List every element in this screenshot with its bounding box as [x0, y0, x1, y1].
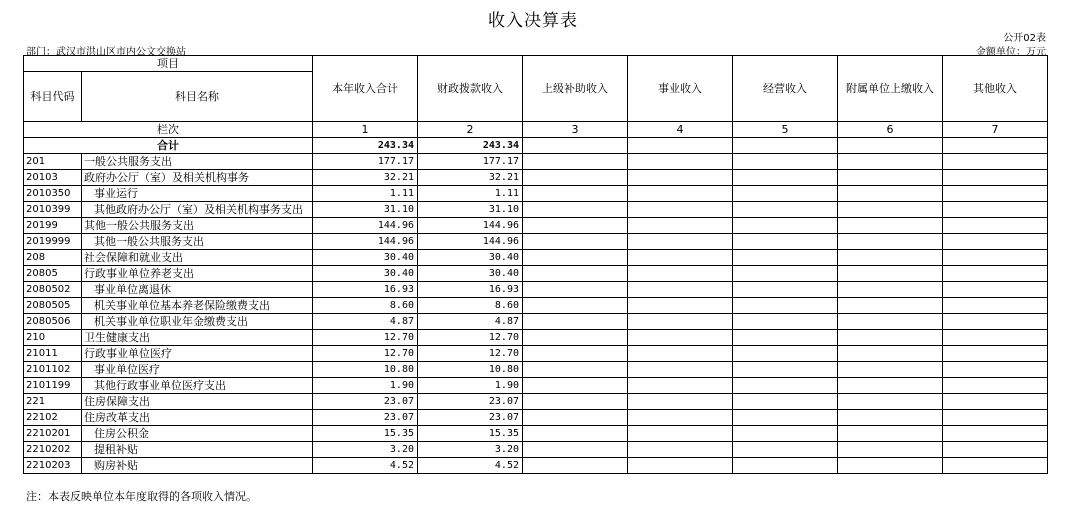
- footnote: 注：本表反映单位本年度取得的各项收入情况。: [26, 490, 257, 503]
- amount-cell: [838, 234, 943, 250]
- amount-cell: [733, 250, 838, 266]
- amount-cell: [628, 394, 733, 410]
- amount-cell: [733, 314, 838, 330]
- subject-code: 20199: [24, 218, 82, 234]
- amount-cell: [838, 330, 943, 346]
- amount-cell: 31.10: [313, 202, 418, 218]
- amount-cell: [733, 202, 838, 218]
- amount-cell: 30.40: [418, 250, 523, 266]
- subject-name: 行政事业单位养老支出: [82, 266, 313, 282]
- amount-cell: 30.40: [313, 250, 418, 266]
- amount-cell: [523, 234, 628, 250]
- amount-cell: [838, 458, 943, 474]
- amount-cell: [838, 154, 943, 170]
- amount-cell: [943, 442, 1048, 458]
- amount-cell: 144.96: [313, 234, 418, 250]
- table-row: [24, 282, 1048, 298]
- amount-cell: 3.20: [313, 442, 418, 458]
- subject-name: 住房公积金: [82, 426, 313, 442]
- subject-code: 22102: [24, 410, 82, 426]
- amount-cell: [943, 234, 1048, 250]
- amount-cell: 12.70: [418, 346, 523, 362]
- amount-cell: [733, 410, 838, 426]
- amount-cell: [628, 154, 733, 170]
- amount-cell: [523, 442, 628, 458]
- amount-cell: [523, 202, 628, 218]
- amount-cell: [943, 250, 1048, 266]
- total-value: [733, 138, 838, 154]
- amount-cell: [523, 378, 628, 394]
- subject-code: 221: [24, 394, 82, 410]
- amount-cell: 32.21: [313, 170, 418, 186]
- subject-code: 2080505: [24, 298, 82, 314]
- seq-6: 6: [838, 122, 943, 138]
- amount-cell: [628, 266, 733, 282]
- table-row: [24, 266, 1048, 282]
- amount-cell: [523, 410, 628, 426]
- amount-cell: [838, 186, 943, 202]
- amount-cell: [838, 442, 943, 458]
- amount-cell: [733, 234, 838, 250]
- amount-cell: 12.70: [418, 330, 523, 346]
- amount-cell: [523, 314, 628, 330]
- subject-code: 20805: [24, 266, 82, 282]
- subject-code: 2101199: [24, 378, 82, 394]
- header-col-4: 事业收入: [628, 56, 733, 122]
- amount-cell: 10.80: [313, 362, 418, 378]
- amount-cell: [838, 378, 943, 394]
- amount-cell: [943, 394, 1048, 410]
- income-table: [23, 55, 1048, 474]
- amount-cell: [733, 266, 838, 282]
- subject-code: 20103: [24, 170, 82, 186]
- amount-cell: 1.90: [418, 378, 523, 394]
- amount-cell: [628, 218, 733, 234]
- amount-cell: 12.70: [313, 346, 418, 362]
- table-row: [24, 362, 1048, 378]
- table-body: [24, 56, 1048, 474]
- total-value: [838, 138, 943, 154]
- amount-cell: [943, 186, 1048, 202]
- amount-cell: [943, 410, 1048, 426]
- amount-cell: [523, 330, 628, 346]
- table-row: [24, 410, 1048, 426]
- amount-cell: [523, 394, 628, 410]
- amount-cell: [628, 458, 733, 474]
- amount-cell: [943, 218, 1048, 234]
- amount-cell: [628, 202, 733, 218]
- seq-row: [24, 122, 1048, 138]
- table-row: [24, 378, 1048, 394]
- subject-code: 201: [24, 154, 82, 170]
- amount-cell: [523, 298, 628, 314]
- table-row: [24, 170, 1048, 186]
- amount-cell: [838, 426, 943, 442]
- subject-code: 208: [24, 250, 82, 266]
- amount-cell: [733, 426, 838, 442]
- amount-cell: 8.60: [418, 298, 523, 314]
- amount-cell: [733, 362, 838, 378]
- header-name: 科目名称: [82, 72, 313, 122]
- form-number: 公开02表: [1003, 33, 1046, 44]
- table-row: [24, 442, 1048, 458]
- amount-cell: 15.35: [313, 426, 418, 442]
- table-row: [24, 330, 1048, 346]
- amount-cell: [943, 266, 1048, 282]
- subject-name: 提租补贴: [82, 442, 313, 458]
- amount-cell: 177.17: [313, 154, 418, 170]
- amount-cell: [838, 282, 943, 298]
- amount-cell: [838, 202, 943, 218]
- amount-cell: [838, 362, 943, 378]
- table-row: [24, 202, 1048, 218]
- seq-5: 5: [733, 122, 838, 138]
- department-label: 部门：武汉市洪山区市内公文交换站: [26, 47, 186, 58]
- header-col-7: 其他收入: [943, 56, 1048, 122]
- amount-cell: [628, 170, 733, 186]
- subject-name: 行政事业单位医疗: [82, 346, 313, 362]
- total-value: [523, 138, 628, 154]
- amount-cell: [628, 186, 733, 202]
- subject-name: 其他一般公共服务支出: [82, 234, 313, 250]
- amount-cell: 23.07: [418, 394, 523, 410]
- table-row: [24, 234, 1048, 250]
- amount-cell: [943, 330, 1048, 346]
- amount-cell: [628, 282, 733, 298]
- amount-cell: [838, 250, 943, 266]
- seq-4: 4: [628, 122, 733, 138]
- total-value: 243.34: [313, 138, 418, 154]
- amount-cell: [523, 282, 628, 298]
- table-row: [24, 186, 1048, 202]
- table-row: [24, 250, 1048, 266]
- amount-cell: [943, 426, 1048, 442]
- amount-cell: [733, 458, 838, 474]
- amount-cell: [523, 362, 628, 378]
- subject-name: 事业单位离退休: [82, 282, 313, 298]
- subject-code: 2019999: [24, 234, 82, 250]
- total-label: 合计: [24, 138, 313, 154]
- subject-code: 2210201: [24, 426, 82, 442]
- amount-cell: [523, 458, 628, 474]
- amount-cell: 4.87: [418, 314, 523, 330]
- table-row: [24, 298, 1048, 314]
- table-row: [24, 218, 1048, 234]
- table-row: [24, 394, 1048, 410]
- subject-code: 2010399: [24, 202, 82, 218]
- amount-cell: [628, 346, 733, 362]
- amount-cell: [628, 378, 733, 394]
- seq-3: 3: [523, 122, 628, 138]
- amount-cell: [838, 394, 943, 410]
- amount-cell: [943, 202, 1048, 218]
- subject-code: 2010350: [24, 186, 82, 202]
- header-col-1: 本年收入合计: [313, 56, 418, 122]
- total-value: [943, 138, 1048, 154]
- subject-name: 住房保障支出: [82, 394, 313, 410]
- subject-name: 社会保障和就业支出: [82, 250, 313, 266]
- subject-code: 2080502: [24, 282, 82, 298]
- table-row: [24, 426, 1048, 442]
- seq-2: 2: [418, 122, 523, 138]
- amount-cell: 4.52: [418, 458, 523, 474]
- amount-cell: [628, 362, 733, 378]
- amount-cell: [943, 362, 1048, 378]
- amount-cell: [943, 458, 1048, 474]
- table-row: [24, 346, 1048, 362]
- subject-name: 住房改革支出: [82, 410, 313, 426]
- unit-label: 金额单位：万元: [976, 47, 1046, 58]
- amount-cell: [838, 170, 943, 186]
- amount-cell: 32.21: [418, 170, 523, 186]
- subject-name: 卫生健康支出: [82, 330, 313, 346]
- amount-cell: [943, 314, 1048, 330]
- amount-cell: 1.11: [313, 186, 418, 202]
- amount-cell: [733, 442, 838, 458]
- amount-cell: [733, 378, 838, 394]
- page-title: 收入决算表: [488, 11, 578, 31]
- amount-cell: 1.90: [313, 378, 418, 394]
- amount-cell: [733, 394, 838, 410]
- amount-cell: [838, 266, 943, 282]
- amount-cell: [943, 154, 1048, 170]
- subject-name: 机关事业单位职业年金缴费支出: [82, 314, 313, 330]
- amount-cell: [523, 346, 628, 362]
- total-row: [24, 138, 1048, 154]
- amount-cell: 177.17: [418, 154, 523, 170]
- amount-cell: [628, 426, 733, 442]
- seq-1: 1: [313, 122, 418, 138]
- subject-name: 一般公共服务支出: [82, 154, 313, 170]
- amount-cell: 144.96: [313, 218, 418, 234]
- amount-cell: 23.07: [313, 394, 418, 410]
- amount-cell: 4.87: [313, 314, 418, 330]
- amount-cell: [628, 410, 733, 426]
- amount-cell: 144.96: [418, 218, 523, 234]
- seq-label: 栏次: [24, 122, 313, 138]
- amount-cell: [523, 266, 628, 282]
- amount-cell: [628, 234, 733, 250]
- subject-code: 21011: [24, 346, 82, 362]
- seq-7: 7: [943, 122, 1048, 138]
- amount-cell: 30.40: [313, 266, 418, 282]
- subject-code: 2210202: [24, 442, 82, 458]
- amount-cell: [943, 346, 1048, 362]
- amount-cell: 16.93: [313, 282, 418, 298]
- amount-cell: 30.40: [418, 266, 523, 282]
- amount-cell: [838, 314, 943, 330]
- subject-code: 2210203: [24, 458, 82, 474]
- table-row: [24, 458, 1048, 474]
- subject-name: 其他一般公共服务支出: [82, 218, 313, 234]
- header-col-3: 上级补助收入: [523, 56, 628, 122]
- amount-cell: [628, 250, 733, 266]
- amount-cell: [943, 378, 1048, 394]
- amount-cell: 23.07: [418, 410, 523, 426]
- amount-cell: [523, 170, 628, 186]
- amount-cell: 4.52: [313, 458, 418, 474]
- subject-code: 2101102: [24, 362, 82, 378]
- amount-cell: 16.93: [418, 282, 523, 298]
- table-row: [24, 154, 1048, 170]
- subject-name: 机关事业单位基本养老保险缴费支出: [82, 298, 313, 314]
- subject-name: 购房补贴: [82, 458, 313, 474]
- total-value: [628, 138, 733, 154]
- amount-cell: [628, 442, 733, 458]
- amount-cell: [943, 298, 1048, 314]
- amount-cell: [838, 346, 943, 362]
- amount-cell: [733, 330, 838, 346]
- amount-cell: [733, 218, 838, 234]
- amount-cell: [733, 170, 838, 186]
- amount-cell: [733, 186, 838, 202]
- table-row: [24, 314, 1048, 330]
- subject-name: 政府办公厅（室）及相关机构事务: [82, 170, 313, 186]
- amount-cell: [733, 154, 838, 170]
- amount-cell: [838, 298, 943, 314]
- amount-cell: [523, 154, 628, 170]
- header-col-2: 财政拨款收入: [418, 56, 523, 122]
- amount-cell: [523, 426, 628, 442]
- amount-cell: 144.96: [418, 234, 523, 250]
- header-item: 项目: [24, 56, 313, 72]
- amount-cell: [628, 330, 733, 346]
- amount-cell: 12.70: [313, 330, 418, 346]
- amount-cell: 10.80: [418, 362, 523, 378]
- amount-cell: [838, 218, 943, 234]
- amount-cell: [523, 250, 628, 266]
- amount-cell: 31.10: [418, 202, 523, 218]
- amount-cell: 23.07: [313, 410, 418, 426]
- amount-cell: [733, 282, 838, 298]
- amount-cell: [838, 410, 943, 426]
- header-code: 科目代码: [24, 72, 82, 122]
- amount-cell: [628, 298, 733, 314]
- amount-cell: 8.60: [313, 298, 418, 314]
- amount-cell: [523, 186, 628, 202]
- amount-cell: [943, 170, 1048, 186]
- subject-code: 210: [24, 330, 82, 346]
- amount-cell: 1.11: [418, 186, 523, 202]
- subject-name: 其他行政事业单位医疗支出: [82, 378, 313, 394]
- subject-code: 2080506: [24, 314, 82, 330]
- amount-cell: 15.35: [418, 426, 523, 442]
- subject-name: 事业运行: [82, 186, 313, 202]
- amount-cell: [943, 282, 1048, 298]
- header-col-6: 附属单位上缴收入: [838, 56, 943, 122]
- amount-cell: [523, 218, 628, 234]
- header-col-5: 经营收入: [733, 56, 838, 122]
- subject-name: 其他政府办公厅（室）及相关机构事务支出: [82, 202, 313, 218]
- amount-cell: [733, 298, 838, 314]
- total-value: 243.34: [418, 138, 523, 154]
- amount-cell: 3.20: [418, 442, 523, 458]
- subject-name: 事业单位医疗: [82, 362, 313, 378]
- amount-cell: [628, 314, 733, 330]
- amount-cell: [733, 346, 838, 362]
